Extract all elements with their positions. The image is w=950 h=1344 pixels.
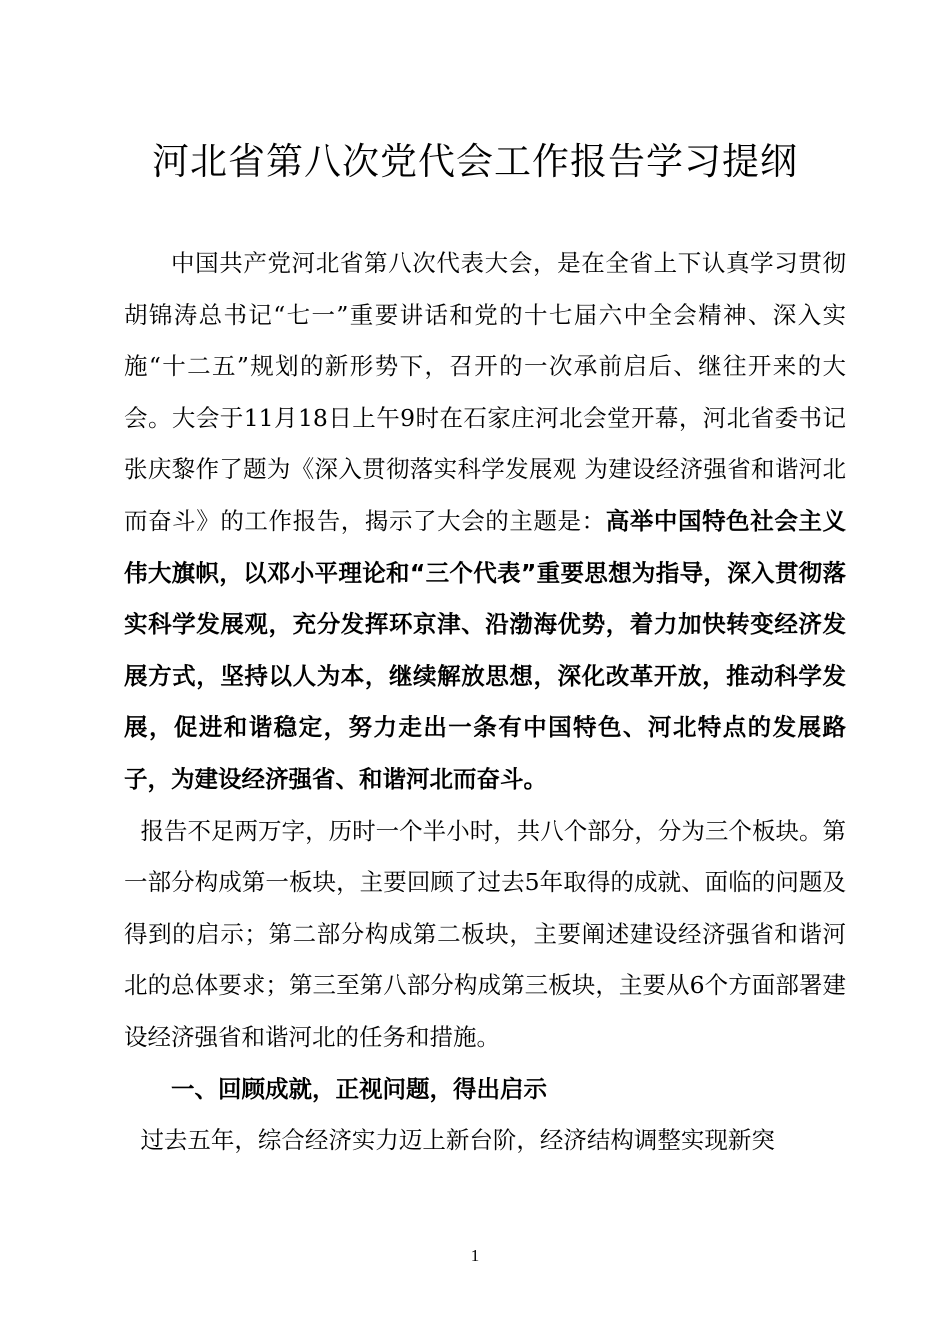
document-title: 河北省第八次党代会工作报告学习提纲 (152, 140, 798, 183)
congress-theme-text: 高举中国特色社会主义伟大旗帜，以邓小平理论和“三个代表”重要思想为指导，深入贯彻落实科学发展观，充分发挥环京津、沿渤海优势，着力加快转变经济发展方式，坚持以人为本，继续解放思想，深化改革开放，推动科学发展，促进和谐稳定，努力走出一条有中国特色、河北特点的发展路子，为建设经济强省、和谐河北而奋斗。 (124, 506, 847, 793)
paragraph-achievements: 过去五年，综合经济实力迈上新台阶，经济结构调整实现新突 (140, 1126, 775, 1155)
section-heading-1: 一、回顾成就，正视问题，得出启示 (171, 1074, 547, 1103)
paragraph-intro-text: 中国共产党河北省第八次代表大会，是在全省上下认真学习贯彻胡锦涛总书记“七一”重要讲话和党的十七届六中全会精神、深入实施“十二五”规划的新形势下，召开的一次承前启后、继往开来的大会。大会于11月18日上午9时在石家庄河北会堂开幕，河北省委书记张庆黎作了题为《深入贯彻落实科学发展观 为建设经济强省和谐河北而奋斗》的工作报告，揭示了大会的主题是： (124, 249, 846, 535)
paragraph-intro (124, 238, 846, 806)
page-number: 1 (470, 1246, 480, 1265)
paragraph-report-structure: 报告不足两万字，历时一个半小时，共八个部分，分为三个板块。第一部分构成第一板块，主要回顾了过去5年取得的成就、面临的问题及得到的启示；第二部分构成第二板块，主要阐述建设经济强省和谐河北的总体要求；第三至第八部分构成第三板块，主要从6个方面部署建设经济强省和谐河北的任务和措施。 (124, 816, 846, 1051)
document-body (124, 238, 846, 1167)
